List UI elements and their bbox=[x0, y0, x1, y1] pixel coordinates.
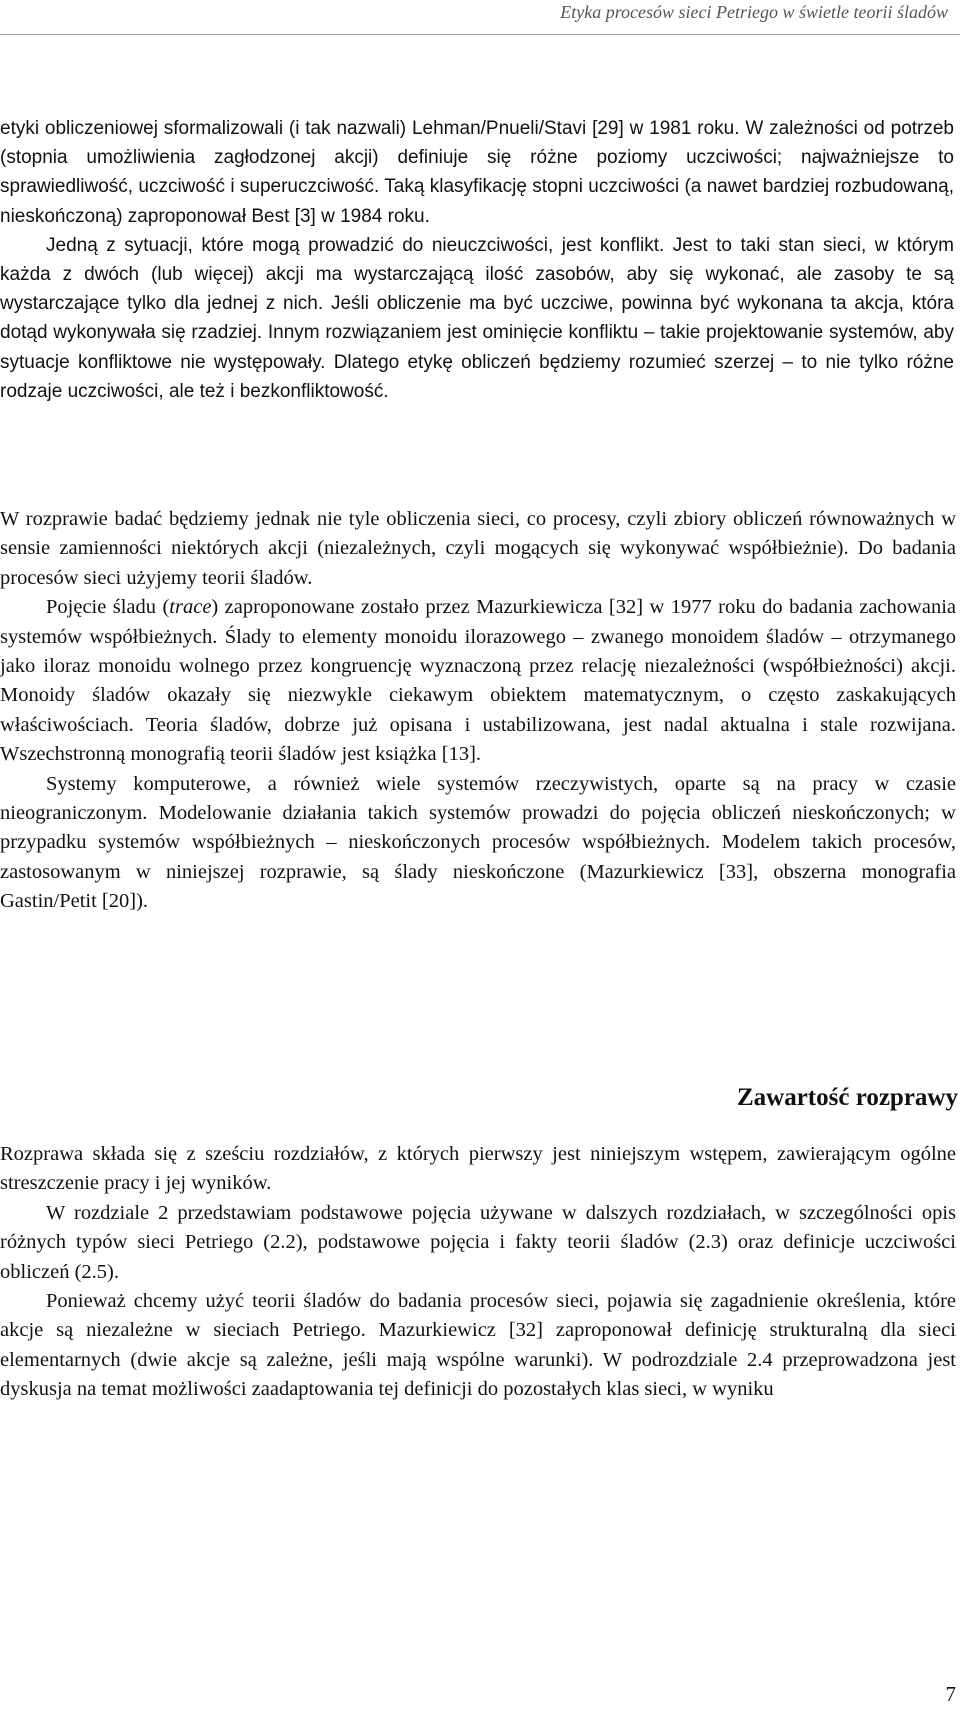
text-span: Pojęcie śladu ( bbox=[46, 596, 170, 619]
paragraph bbox=[0, 593, 956, 769]
paragraph: Ponieważ chcemy użyć teorii śladów do badania procesów sieci, pojawia się zagadnienie określenia, które akcje są niezależne w sieciach Petriego. Mazurkiewicz [32] zaproponował definicję strukturalną dla sieci elementarnych (dwie akcje są zależne, jeśli mają wspólne warunki). W podrozdziale 2.4 przeprowadzona jest dyskusja na temat możliwości zaadaptowania tej definicji do pozostałych klas sieci, w wyniku bbox=[0, 1290, 956, 1401]
running-header: Etyka procesów sieci Petriego w świetle teorii śladów bbox=[560, 2, 948, 22]
text-span: ) zaproponowane zostało przez Mazurkiewicza [32] w 1977 roku do badania zachowania systemów współbieżnych. Ślady to elementy monoidu ilorazowego – zwanego monoidem śladów – otrzymanego jako iloraz monoidu wolnego przez kongruencję wyznaczoną przez relację niezależności (współbieżności) akcji. Monoidy śladów okazały się niezwykle ciekawym obiektem matematycznym, o często zaskakujących właściwościach. Teoria śladów, dobrze już opisana i ustabilizowana, jest nadal aktualna i stale rozwijana. Wszechstronną monografią teorii śladów jest książka [13]. bbox=[0, 596, 956, 766]
paragraph: Jedną z sytuacji, które mogą prowadzić do nieuczciwości, jest konflikt. Jest to taki stan sieci, w którym każda z dwóch (lub więcej) akcji ma wystarczającą ilość zasobów, aby się wykonać, ale zasoby te są wystarczające tylko dla jednej z nich. Jeśli obliczenie ma być uczciwe, powinna być wykonana ta akcja, która dotąd wykonywała się rzadziej. Innym rozwiązaniem jest ominięcie konfliktu – takie projektowanie systemów, aby sytuacje konfliktowe nie występowały. Dlatego etykę obliczeń będziemy rozumieć szerzej – to nie tylko różne rodzaje uczciwości, ale też i bezkonfliktowość. bbox=[0, 234, 954, 402]
paragraph: etyki obliczeniowej sformalizowali (i tak nazwali) Lehman/Pnueli/Stavi [29] w 1981 roku. W zależności od potrzeb (stopnia umożliwienia zagłodzonej akcji) definiuje się różne poziomy uczciwości; najważniejsze to sprawiedliwość, uczciwość i superuczciwość. Taką klasyfikację stopni uczciwości (a nawet bardziej rozbudowaną, nieskończoną) zaproponował Best [3] w 1984 roku. bbox=[0, 118, 954, 227]
section-heading: Zawartość rozprawy bbox=[736, 1084, 958, 1111]
paragraph: Rozprawa składa się z sześciu rozdziałów, z których pierwszy jest niniejszym wstępem, zawierającym ogólne streszczenie pracy i jej wyników. bbox=[0, 1143, 956, 1195]
paragraph: W rozprawie badać będziemy jednak nie tyle obliczenia sieci, co procesy, czyli zbiory obliczeń równoważnych w sensie zamienności niektórych akcji (niezależnych, czyli mogących się wykonywać współbieżnie). Do badania procesów sieci użyjemy teorii śladów. bbox=[0, 508, 956, 589]
intro-text-block bbox=[0, 114, 954, 406]
header-rule bbox=[0, 34, 960, 35]
paragraph: Systemy komputerowe, a również wiele systemów rzeczywistych, oparte są na pracy w czasie nieograniczonym. Modelowanie działania takich systemów prowadzi do pojęcia obliczeń nieskończonych; w przypadku systemów współbieżnych – nieskończonych procesów współbieżnych. Modelem takich procesów, zastosowanym w niniejszej rozprawie, są ślady nieskończone (Mazurkiewicz [33], obszerna monografia Gastin/Petit [20]). bbox=[0, 772, 956, 913]
contents-text-block bbox=[0, 1140, 956, 1405]
traces-text-block bbox=[0, 505, 956, 917]
paragraph: W rozdziale 2 przedstawiam podstawowe pojęcia używane w dalszych rozdziałach, w szczególności opis różnych typów sieci Petriego (2.2), podstawowe pojęcia i fakty teorii śladów (2.3) oraz definicje uczciwości obliczeń (2.5). bbox=[0, 1201, 956, 1283]
term-trace: trace bbox=[169, 596, 212, 619]
page-number: 7 bbox=[945, 1682, 956, 1706]
